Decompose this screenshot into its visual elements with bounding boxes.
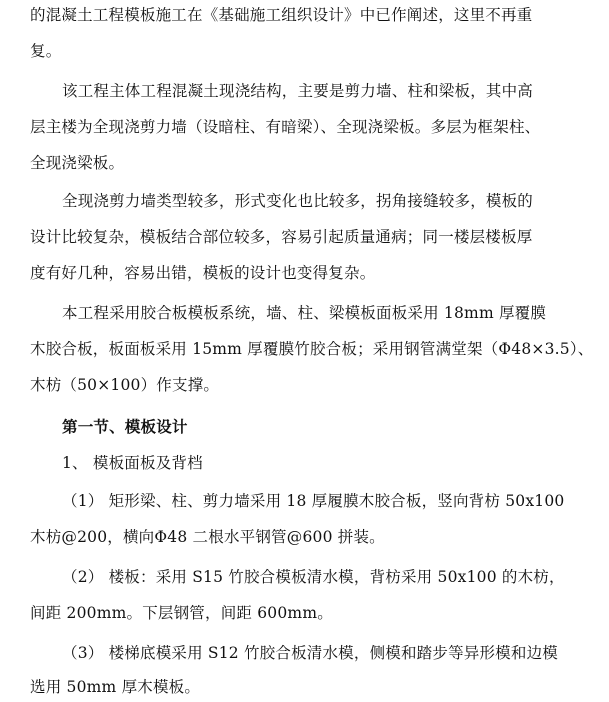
text-line: 木胶合板，板面板采用 15mm 厚覆膜竹胶合板；采用钢管满堂架（Φ48×3.5）、 xyxy=(30,340,594,358)
text-line: 木枋@200，横向Φ48 二根水平钢管@600 拼装。 xyxy=(30,528,385,546)
list-item: （3） 楼梯底模采用 S12 竹胶合板清水模，侧模和踏步等异形模和边模 xyxy=(62,644,558,662)
text-line: 的混凝土工程模板施工在《基础施工组织设计》中已作阐述，这里不再重 xyxy=(30,6,533,24)
list-item: （2） 楼板：采用 S15 竹胶合模板清水模，背枋采用 50x100 的木枋， xyxy=(62,568,565,586)
paragraph-line: 该工程主体工程混凝土现浇结构，主要是剪力墙、柱和梁板，其中高 xyxy=(62,82,534,100)
subsection-heading: 1、 模板面板及背档 xyxy=(62,454,203,472)
text-line: 复。 xyxy=(30,42,62,60)
text-line: 选用 50mm 厚木模板。 xyxy=(30,678,201,696)
list-item: （1） 矩形梁、柱、剪力墙采用 18 厚履膜木胶合板，竖向背枋 50x100 xyxy=(62,492,565,510)
paragraph-line: 本工程采用胶合板模板系统，墙、柱、梁模板面板采用 18mm 厚覆膜 xyxy=(62,304,547,322)
text-line: 设计比较复杂，模板结合部位较多，容易引起质量通病；同一楼层楼板厚 xyxy=(30,228,533,246)
text-line: 全现浇梁板。 xyxy=(30,154,125,172)
text-line: 层主楼为全现浇剪力墙（设暗柱、有暗梁）、全现浇梁板。多层为框架柱、 xyxy=(30,118,541,136)
text-line: 度有好几种，容易出错，模板的设计也变得复杂。 xyxy=(30,264,376,282)
paragraph-line: 全现浇剪力墙类型较多，形式变化也比较多，拐角接缝较多，模板的 xyxy=(62,192,534,210)
text-line: 木枋（50×100）作支撑。 xyxy=(30,376,220,394)
section-heading: 第一节、模板设计 xyxy=(62,418,188,436)
text-line: 间距 200mm。下层钢管，间距 600mm。 xyxy=(30,604,333,622)
